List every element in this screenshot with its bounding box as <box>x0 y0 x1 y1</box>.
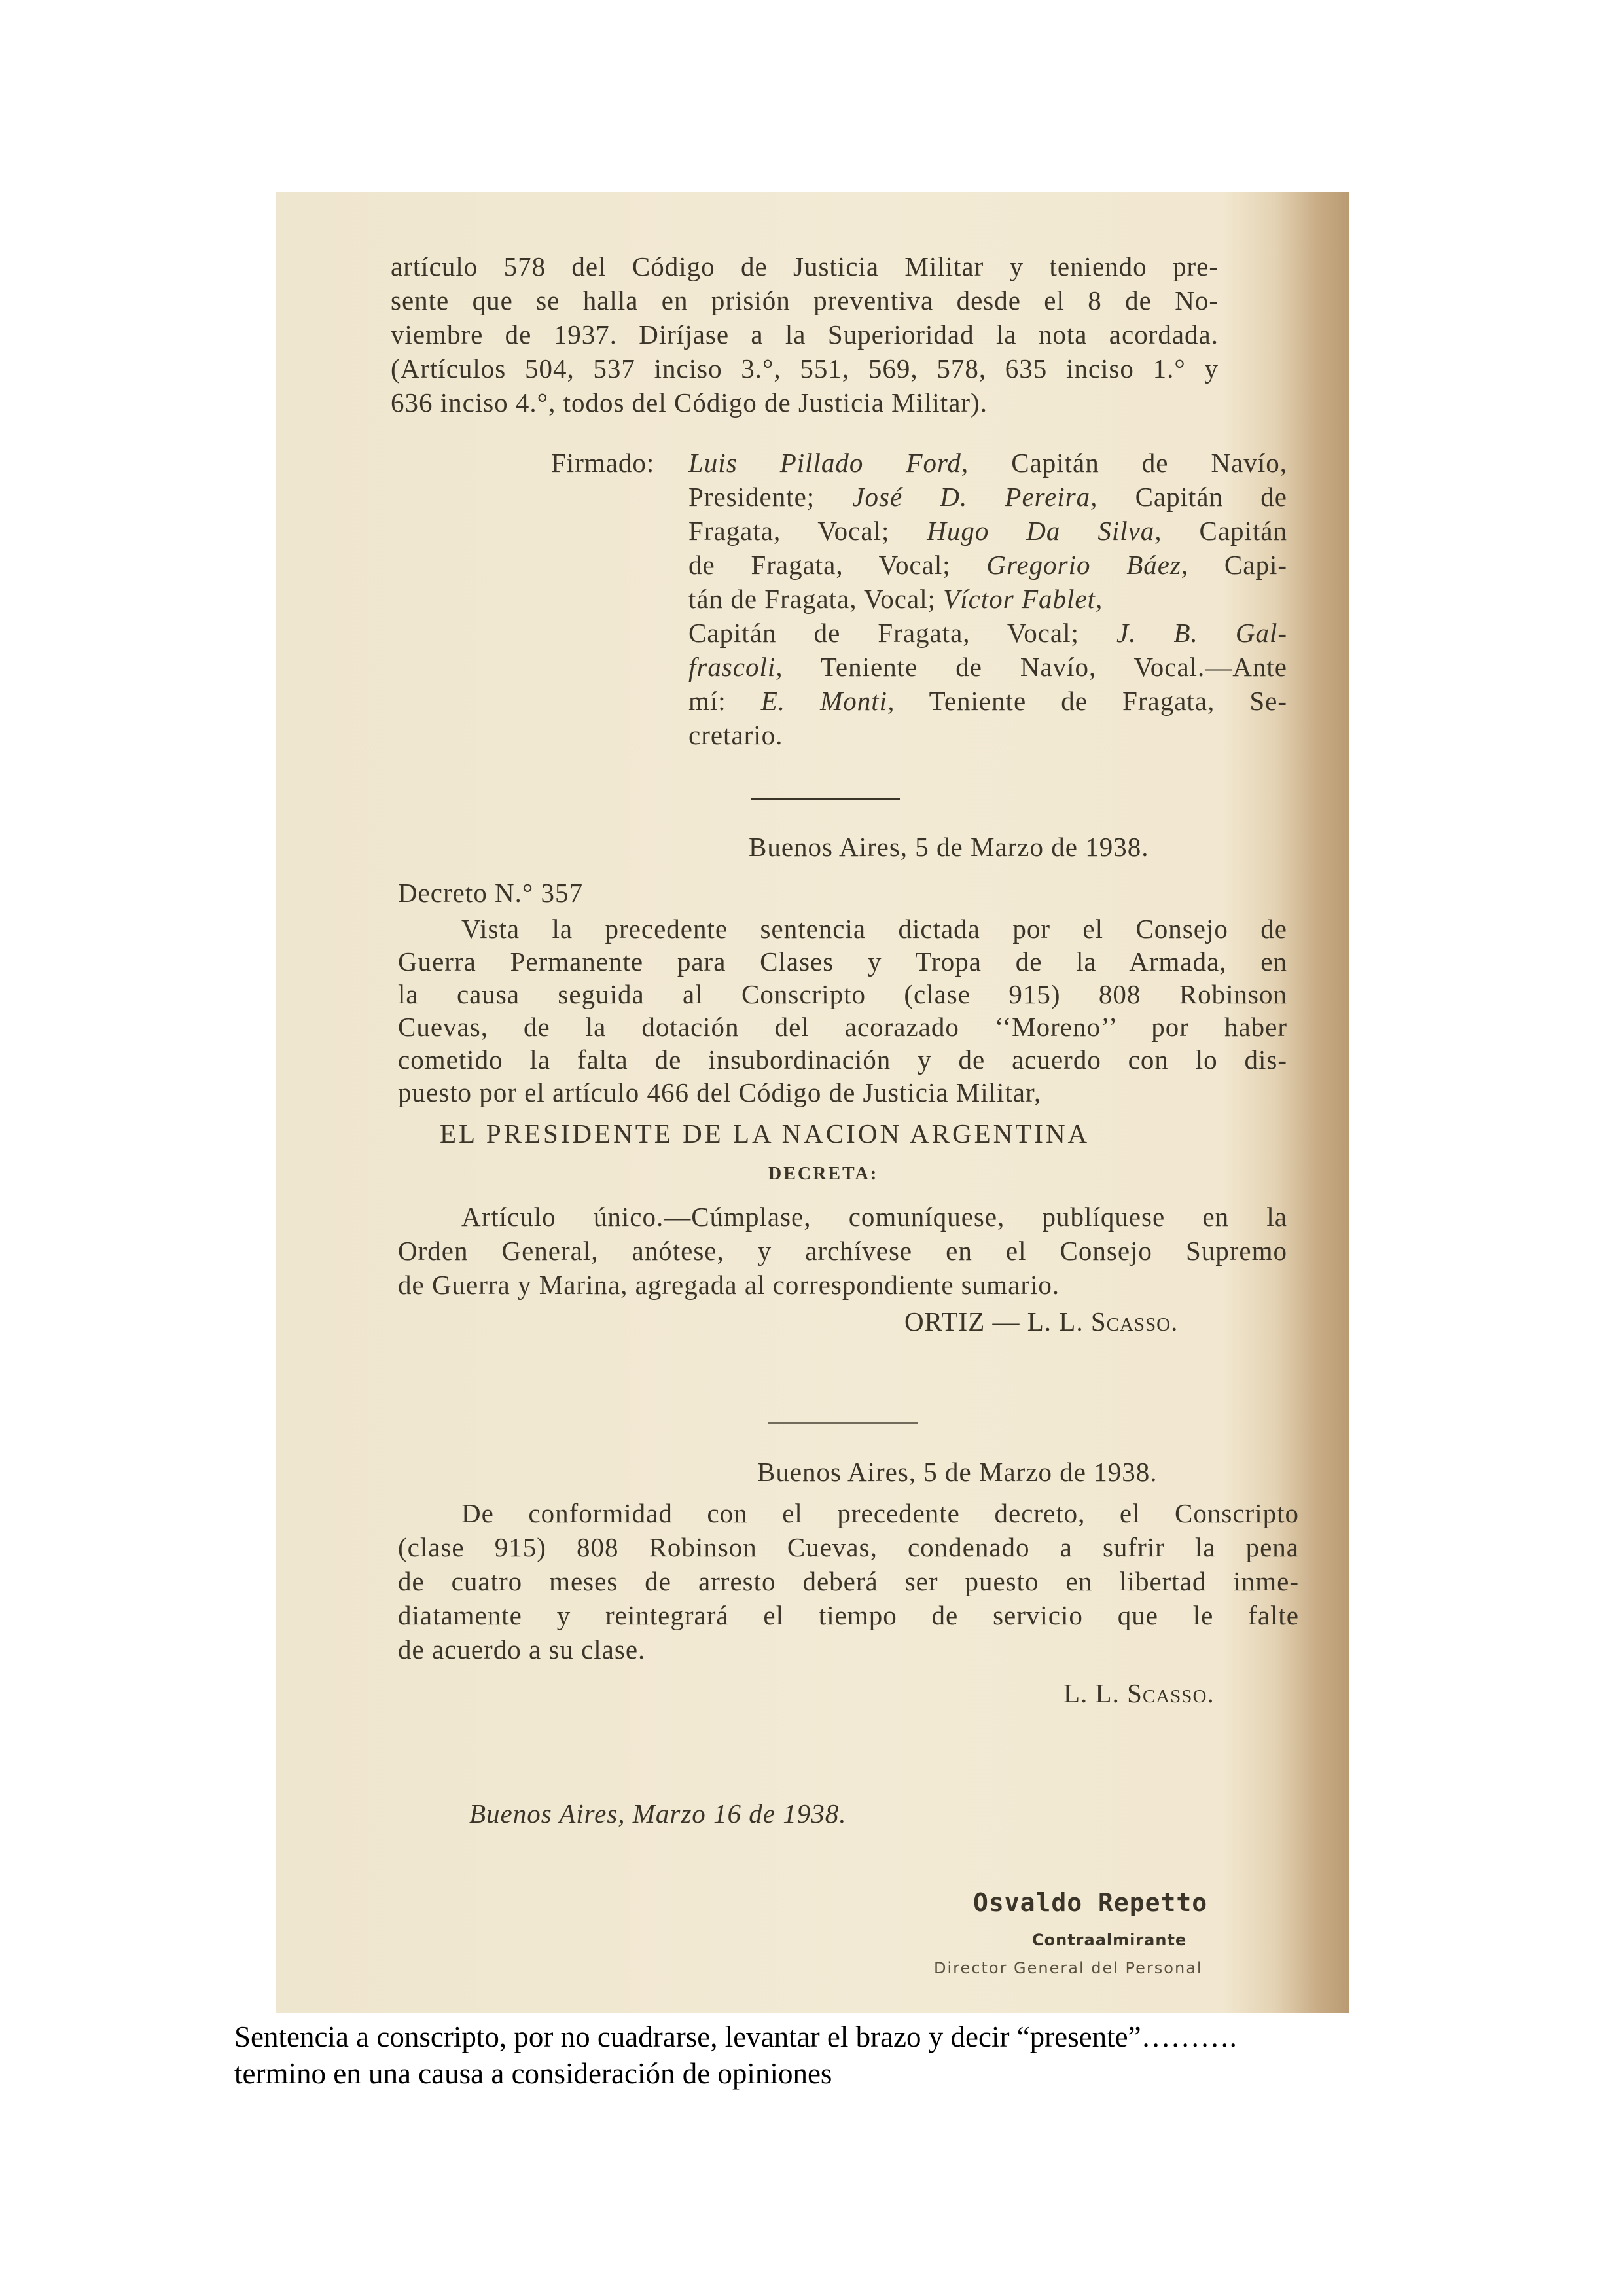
signature-main: L. L. <box>1063 1678 1128 1708</box>
separator-rule <box>751 798 900 800</box>
signatory-text: tán de Fragata, Vocal; <box>688 584 944 614</box>
text-line: sente que se halla en prisión preventiva desde el 8 de No- <box>391 285 1219 315</box>
signatory-name: frascoli, <box>688 652 783 682</box>
signatory-line <box>688 718 783 752</box>
signatory-text: Teniente de Fragata, Se- <box>895 686 1287 716</box>
signatory-line <box>688 446 1287 480</box>
signature-main: ORTIZ — L. L. <box>904 1306 1091 1336</box>
date-line-2: Buenos Aires, 5 de Marzo de 1938. <box>757 1457 1158 1487</box>
signature-ortiz-scasso <box>904 1304 1178 1338</box>
signatory-text: Capitán de <box>1097 482 1287 512</box>
signatory-text: mí: <box>688 686 761 716</box>
text-line: cometido la falta de insubordinación y de acuerdo con lo dis- <box>398 1045 1287 1075</box>
signatory-line <box>688 616 1287 650</box>
stamp-name: Osvaldo Repetto <box>973 1888 1208 1917</box>
text-line: (Artículos 504, 537 inciso 3.°, 551, 569, 578, 635 inciso 1.° y <box>391 353 1219 384</box>
signatory-text: cretario. <box>688 720 783 750</box>
text-line: diatamente y reintegrará el tiempo de servicio que le falte <box>398 1600 1299 1630</box>
signatory-name: E. Monti, <box>760 686 895 716</box>
signatory-line <box>688 514 1287 548</box>
text-line: Orden General, anótese, y archívese en el Consejo Supremo <box>398 1236 1287 1266</box>
signatory-name: José D. Pereira, <box>852 482 1098 512</box>
stamp-rank: Contraalmirante <box>1032 1931 1187 1949</box>
text-line: Artículo único.—Cúmplase, comuníquese, publíquese en la <box>461 1202 1287 1232</box>
signatory-line <box>688 684 1287 718</box>
signatory-line <box>688 480 1287 514</box>
signatory-name: J. B. Gal- <box>1116 618 1287 648</box>
signatory-name: Hugo Da Silva, <box>927 516 1162 546</box>
signatory-text: Capitán <box>1162 516 1287 546</box>
caption-line-1: Sentencia a conscripto, por no cuadrarse, levantar el brazo y decir “presente”………. <box>234 2020 1237 2053</box>
decreta-heading: DECRETA: <box>768 1164 879 1184</box>
signature-small-caps: Scasso. <box>1090 1306 1179 1336</box>
decree-number: Decreto N.° 357 <box>398 878 584 908</box>
text-line: de acuerdo a su clase. <box>398 1634 646 1664</box>
signature-scasso <box>1063 1676 1215 1710</box>
signatory-text: Capitán de Navío, <box>969 448 1287 478</box>
text-line: viembre de 1937. Diríjase a la Superioridad la nota acordada. <box>391 319 1219 350</box>
signatory-name: Víctor Fablet, <box>943 584 1103 614</box>
text-line: Cuevas, de la dotación del acorazado ‘‘Moreno’’ por haber <box>398 1012 1287 1042</box>
caption-line-2: termino en una causa a consideración de opiniones <box>234 2057 832 2090</box>
signatory-line <box>688 650 1287 684</box>
text-line: (clase 915) 808 Robinson Cuevas, condenado a sufrir la pena <box>398 1532 1299 1562</box>
date-line-3: Buenos Aires, Marzo 16 de 1938. <box>469 1799 847 1829</box>
signatory-line <box>688 548 1287 582</box>
signatory-text: Presidente; <box>688 482 853 512</box>
text-line: De conformidad con el precedente decreto, el Conscripto <box>461 1498 1299 1528</box>
text-line: Guerra Permanente para Clases y Tropa de la Armada, en <box>398 946 1287 977</box>
text-line: de cuatro meses de arresto deberá ser puesto en libertad inme- <box>398 1566 1299 1596</box>
date-line-1: Buenos Aires, 5 de Marzo de 1938. <box>749 832 1149 862</box>
signatory-text: de Fragata, Vocal; <box>688 550 987 580</box>
text-line: puesto por el artículo 466 del Código de Justicia Militar, <box>398 1077 1042 1107</box>
signatory-name: Luis Pillado Ford, <box>688 448 969 478</box>
text-line: la causa seguida al Conscripto (clase 915) 808 Robinson <box>398 979 1287 1009</box>
signatory-text: Fragata, Vocal; <box>688 516 927 546</box>
signatory-text: Teniente de Navío, Vocal.—Ante <box>783 652 1287 682</box>
president-heading: EL PRESIDENTE DE LA NACION ARGENTINA <box>440 1119 1090 1149</box>
text-line: de Guerra y Marina, agregada al correspondiente sumario. <box>398 1270 1060 1300</box>
stamp-title: Director General del Personal <box>934 1959 1203 1977</box>
signatory-text: Capi- <box>1188 550 1287 580</box>
signatory-name: Gregorio Báez, <box>986 550 1189 580</box>
separator-rule-dotted <box>768 1422 918 1424</box>
caption <box>234 2018 1386 2092</box>
signatory-text: Capitán de Fragata, Vocal; <box>688 618 1116 648</box>
text-line: Vista la precedente sentencia dictada por el Consejo de <box>461 914 1287 944</box>
signatory-line <box>688 582 1103 616</box>
text-line: artículo 578 del Código de Justicia Militar y teniendo pre- <box>391 251 1219 281</box>
scanned-document-page <box>276 192 1349 2013</box>
signature-small-caps: Scasso. <box>1127 1678 1215 1708</box>
text-line: 636 inciso 4.°, todos del Código de Justicia Militar). <box>391 387 988 418</box>
firmado-label: Firmado: <box>551 448 655 478</box>
